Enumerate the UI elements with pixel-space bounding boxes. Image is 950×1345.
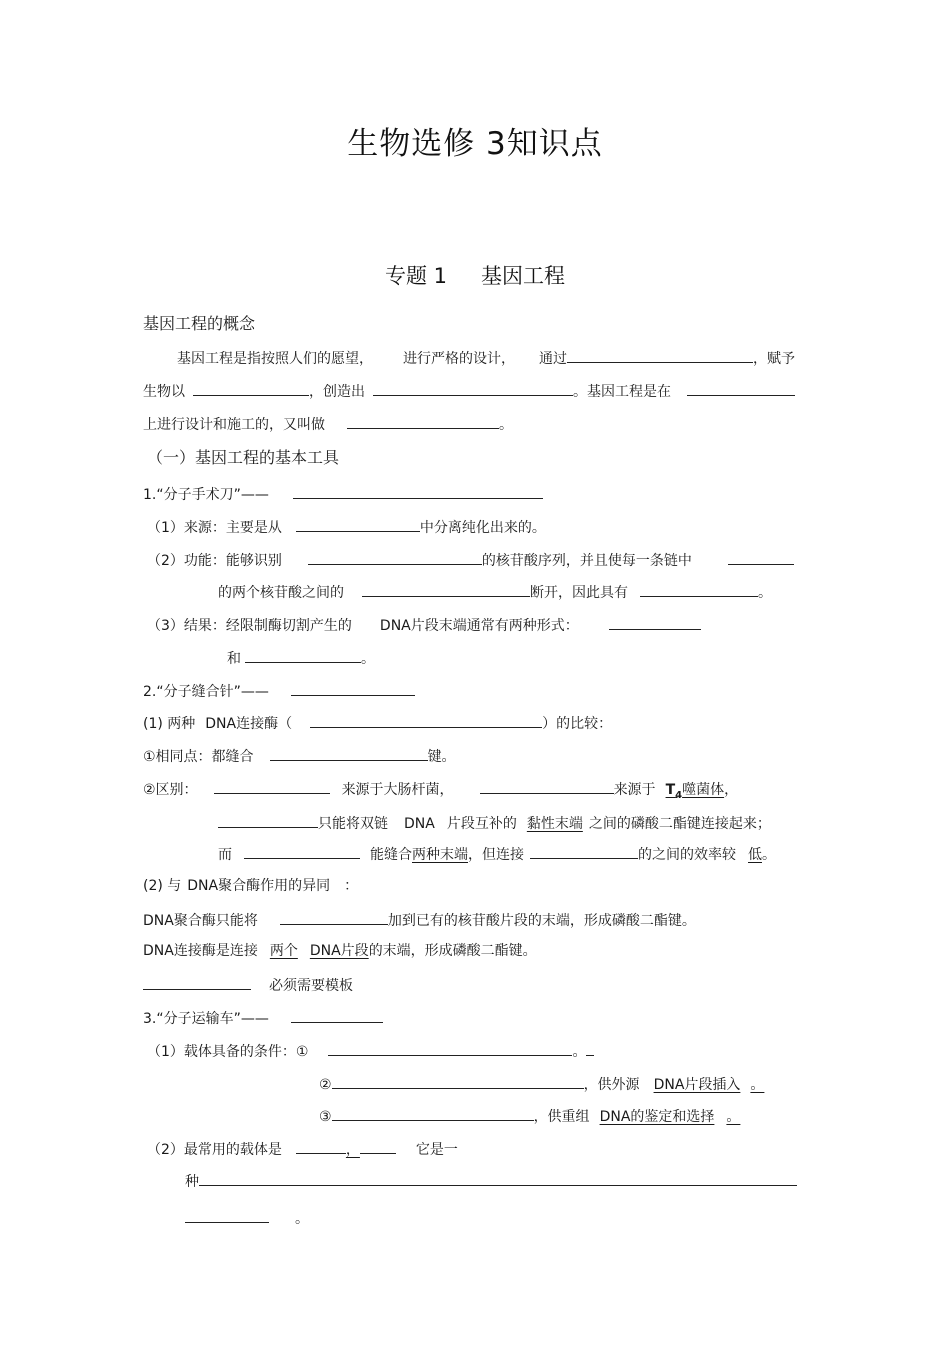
text: DNA连接酶是连接 [143,943,258,959]
text: （3）结果：经限制酶切割产生的 [147,618,352,634]
tool-1-result-cont [227,647,375,669]
text: 加到已有的核苷酸片段的末端，形成磷酸二酯键。 [387,913,696,929]
text: 只能将双链 [318,816,388,832]
fill-blank[interactable] [567,347,753,363]
fill-blank[interactable] [308,549,482,565]
text: 低 [748,847,762,863]
tool-2-diff [143,778,738,806]
tool-2-compare [143,876,358,896]
text: 2.“分子缝合针”—— [143,684,269,700]
tool-1-function [147,549,794,571]
section-name: 基因工程 [481,264,566,288]
tool-1-result [147,614,701,636]
text: DNA聚合酶作用的异同 [187,878,331,894]
text: 上进行设计和施工的，又叫做 [143,417,325,433]
text: （2）功能：能够识别 [147,553,282,569]
fill-blank[interactable] [373,380,573,396]
text: 之间的磷酸二酯键连接起来； [588,816,771,832]
section-title [0,260,950,290]
fill-blank[interactable] [687,380,795,396]
fill-blank[interactable] [328,1040,572,1056]
text: 3.“分子运输车”—— [143,1011,269,1027]
text: DNA片段末端通常有两种形式： [379,618,579,634]
fill-blank[interactable] [332,1105,534,1121]
text: 。 [762,847,776,863]
concept-line-2 [143,380,795,402]
text: 通过 [539,351,567,367]
tool-3-condition-2 [319,1073,764,1095]
section-number: 专题 1 [384,264,448,288]
text: 。 [361,651,375,667]
text: ，创造出 [309,384,365,400]
tool-1-function-cont [218,581,772,603]
text: 。 [750,1077,765,1093]
fill-blank[interactable] [185,1207,269,1223]
tools-heading: （一）基因工程的基本工具 [147,448,340,467]
text: （2）最常用的载体是 [147,1142,282,1158]
tool-3-condition-3 [319,1105,740,1127]
text: T [665,782,676,798]
text: ， [345,1142,360,1158]
tool-2-polymerase [143,909,696,931]
text: 中分离纯化出来的。 [419,520,546,536]
text: 能缝合 [370,847,412,863]
text: ③ [319,1109,332,1125]
text: 来源于 [613,782,656,798]
text: ②区别： [143,782,198,798]
fill-blank[interactable] [245,647,361,663]
text: DNA片段插入 [653,1077,741,1093]
concept-heading: 基因工程的概念 [143,314,256,333]
text: 种 [185,1174,199,1190]
text: 来源于大肠杆菌， [341,782,454,798]
text: （1）来源：主要是从 [147,520,282,536]
fill-blank[interactable] [218,812,318,828]
text: 两种末端 [412,847,468,863]
tool-3-title [143,1007,383,1029]
text: 。 [295,1211,309,1227]
text: （1）载体具备的条件：① [147,1044,309,1060]
fill-blank[interactable] [640,581,758,597]
text: ， [724,782,739,798]
tool-3-common-vector-cont [185,1170,797,1192]
fill-blank[interactable] [332,1073,584,1089]
fill-blank[interactable] [609,614,701,630]
text: 它是一 [415,1142,458,1158]
tool-2-diff-2 [218,812,771,834]
text: 。 [726,1109,741,1125]
text: ，但连接 [468,847,524,863]
text: DNA片段 [309,943,369,959]
text: 。基因工程是在 [573,384,671,400]
fill-blank[interactable] [214,778,330,794]
tool-1-source [147,516,546,538]
text: ，赋予 [753,351,795,367]
text: 片段互补的 [446,816,517,832]
fill-blank[interactable] [586,1040,594,1056]
text: DNA连接酶（ [205,716,293,732]
tool-1-title [143,483,543,505]
text: 和 [227,651,241,667]
tool-2-diff-3 [218,843,776,865]
fill-blank[interactable] [270,745,428,761]
fill-blank[interactable] [291,680,415,696]
text: 噬菌体 [682,782,725,798]
fill-blank[interactable] [362,581,530,597]
page-title: 生物选修 3知识点 [347,126,603,162]
text: 。 [572,1044,587,1060]
fill-blank[interactable] [530,843,638,859]
text: 黏性末端 [526,816,583,832]
concept-line-1 [177,347,795,369]
text: 。 [758,585,772,601]
fill-blank[interactable] [728,549,794,565]
text: 1.“分子手术刀”—— [143,487,269,503]
text: 的核苷酸序列，并且使每一条链中 [481,553,692,569]
text: DNA的鉴定和选择 [599,1109,715,1125]
fill-blank[interactable] [347,413,499,429]
text: ② [319,1077,332,1093]
text: 必须需要模板 [269,978,353,994]
fill-blank[interactable] [244,843,360,859]
fill-blank[interactable] [280,909,388,925]
fill-blank[interactable] [360,1138,396,1154]
phage-name [665,782,683,801]
fill-blank[interactable] [291,1007,383,1023]
text: 而 [218,847,232,863]
subscript: 4 [675,789,683,801]
text: 的之间的效率较 [638,847,736,863]
concept-line-3 [143,413,513,435]
text: 键。 [427,749,456,765]
text: ，供外源 [583,1077,640,1093]
text: 断开，因此具有 [530,585,628,601]
text: DNA聚合酶只能将 [143,913,258,929]
fill-blank[interactable] [143,974,251,990]
tool-2-title [143,680,415,702]
tool-3-common-vector [147,1138,458,1160]
text: ①相同点：都缝合 [143,749,254,765]
text: ： [344,878,359,894]
text: ，供重组 [533,1109,590,1125]
text: 两个 [269,943,298,959]
text: ）的比较： [542,716,613,732]
tool-3-conditions [147,1040,594,1062]
fill-blank[interactable] [193,380,309,396]
text: 基因工程是指按照人们的愿望， [177,351,373,367]
text: (1) 两种 [143,716,196,732]
text: 的末端，形成磷酸二酯键。 [368,943,537,959]
text: 。 [499,417,513,433]
text: 进行严格的设计， [403,351,515,367]
tool-2-ligases [143,712,612,734]
text: 的两个核苷酸之间的 [218,585,344,601]
tool-3-common-vector-end [185,1207,309,1229]
fill-blank[interactable] [199,1170,797,1186]
tool-2-template [143,974,353,996]
fill-blank[interactable] [310,712,542,728]
fill-blank[interactable] [480,778,614,794]
text: (2) 与 [143,878,182,894]
fill-blank[interactable] [296,1138,346,1154]
text: 生物以 [143,384,185,400]
text: DNA [404,816,435,832]
fill-blank[interactable] [296,516,420,532]
fill-blank[interactable] [293,483,543,499]
tool-2-ligase [143,941,537,961]
tool-2-same [143,745,456,767]
